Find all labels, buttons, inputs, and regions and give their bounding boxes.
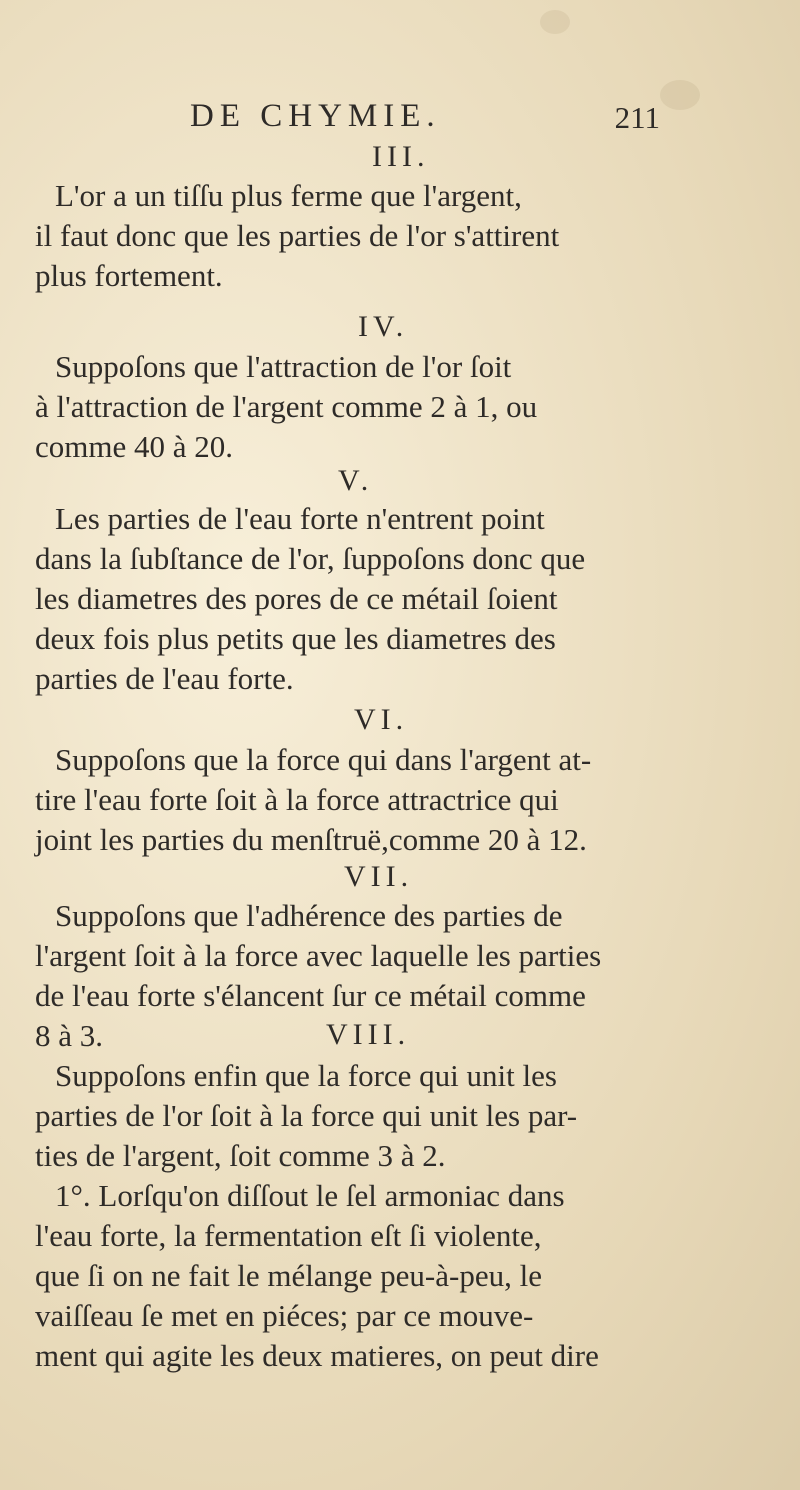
section-heading: III. bbox=[372, 140, 430, 173]
text-line: de l'eau forte s'élancent ſur ce métail comme bbox=[35, 978, 586, 1013]
paper-stain bbox=[660, 80, 700, 110]
text-line: à l'attraction de l'argent comme 2 à 1, ou bbox=[35, 389, 538, 424]
text-line: parties de l'or ſoit à la force qui unit les par- bbox=[35, 1098, 578, 1133]
section-heading: VIII. bbox=[326, 1018, 411, 1051]
text-line: plus fortement. bbox=[35, 258, 223, 293]
text-line: joint les parties du menſtruë,comme 20 à 12. bbox=[35, 822, 587, 857]
text-line: Suppoſons que l'adhérence des parties de bbox=[55, 898, 563, 933]
text-line: Suppoſons enfin que la force qui unit les bbox=[55, 1058, 557, 1093]
text-line: 8 à 3. bbox=[35, 1018, 104, 1053]
section-heading: V. bbox=[338, 464, 374, 497]
text-line: comme 40 à 20. bbox=[35, 429, 234, 464]
text-line: 1°. Lorſqu'on diſſout le ſel armoniac dans bbox=[55, 1178, 565, 1213]
text-line: parties de l'eau forte. bbox=[35, 661, 294, 696]
text-line: ment qui agite les deux matieres, on peut dire bbox=[35, 1338, 599, 1373]
section-heading: VII. bbox=[344, 860, 414, 893]
text-line: Les parties de l'eau forte n'entrent point bbox=[55, 501, 545, 536]
text-line: dans la ſubſtance de l'or, ſuppoſons donc que bbox=[35, 541, 586, 576]
text-line: ties de l'argent, ſoit comme 3 à 2. bbox=[35, 1138, 446, 1173]
running-title: DE CHYMIE. bbox=[190, 98, 441, 134]
text-line: L'or a un tiſſu plus ferme que l'argent, bbox=[55, 178, 522, 213]
section-heading: IV. bbox=[358, 310, 409, 343]
running-head bbox=[190, 98, 660, 138]
text-line: les diametres des pores de ce métail ſoient bbox=[35, 581, 558, 616]
text-line: Suppoſons que l'attraction de l'or ſoit bbox=[55, 349, 512, 384]
page-number: 211 bbox=[614, 100, 660, 135]
text-line: que ſi on ne fait le mélange peu-à-peu, le bbox=[35, 1258, 542, 1293]
text-line: Suppoſons que la force qui dans l'argent at- bbox=[55, 742, 592, 777]
text-line: vaiſſeau ſe met en piéces; par ce mouve- bbox=[35, 1298, 534, 1333]
paper-stain bbox=[540, 10, 570, 34]
text-line: deux fois plus petits que les diametres des bbox=[35, 621, 556, 656]
text-line: il faut donc que les parties de l'or s'attirent bbox=[35, 218, 560, 253]
text-line: l'eau forte, la fermentation eſt ſi violente, bbox=[35, 1218, 542, 1253]
section-heading: VI. bbox=[354, 703, 409, 736]
text-line: tire l'eau forte ſoit à la force attractrice qui bbox=[35, 782, 559, 817]
text-line: l'argent ſoit à la force avec laquelle les parties bbox=[35, 938, 602, 973]
